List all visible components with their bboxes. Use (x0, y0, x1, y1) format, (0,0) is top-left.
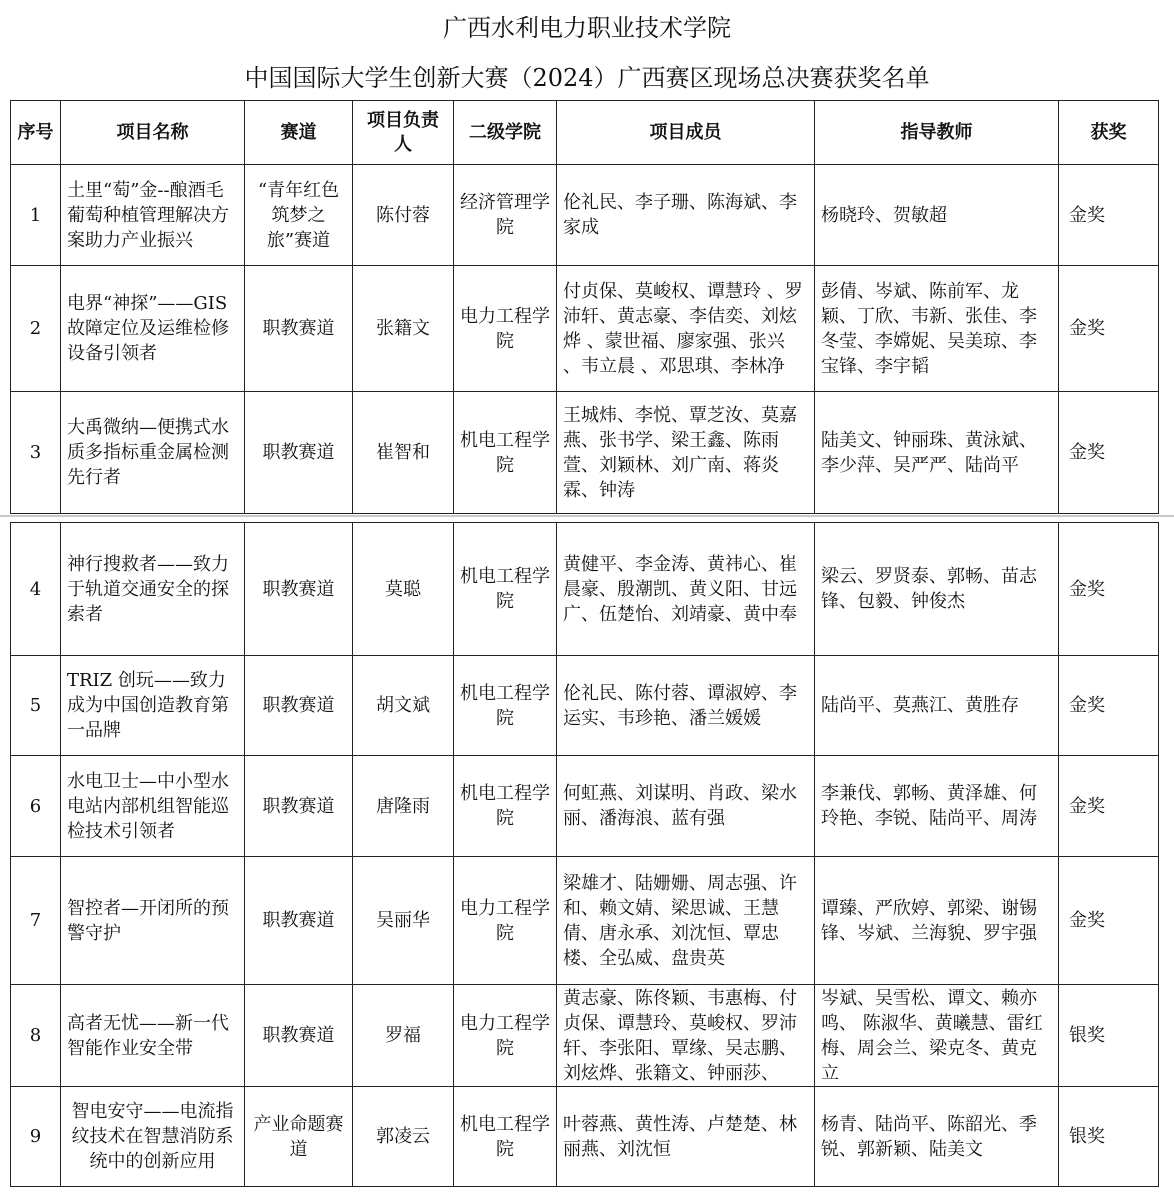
row-no: 1 (11, 165, 61, 266)
members: 叶蓉燕、黄性涛、卢楚楚、林丽燕、刘沈恒 (557, 1087, 815, 1187)
table-row (11, 1087, 1159, 1187)
members: 黄志豪、陈佟颖、韦惠梅、付贞保、谭慧玲、莫峻权、罗沛轩、李张阳、覃缘、吴志鹏、刘炫烨、张籍文、钟丽莎、 (557, 985, 815, 1087)
project-name: 土里“萄”金--酿酒毛葡萄种植管理解决方案助力产业振兴 (61, 165, 245, 266)
members: 梁雄才、陆姗姗、周志强、许和、赖文婧、梁思诚、王慧倩、唐永承、刘沈恒、覃忠楼、全弘威、盘贵英 (557, 857, 815, 985)
project-name: TRIZ 创玩——致力成为中国创造教育第一品牌 (61, 656, 245, 756)
track: 职教赛道 (245, 266, 353, 392)
col-header-teachers: 指导教师 (815, 101, 1059, 165)
document-title: 中国国际大学生创新大赛（2024）广西赛区现场总决赛获奖名单 (244, 64, 930, 92)
table-row (11, 523, 1159, 656)
award: 金奖 (1059, 857, 1159, 985)
college: 机电工程学院 (454, 1087, 557, 1187)
project-name: 大禹微纳—便携式水质多指标重金属检测先行者 (61, 392, 245, 514)
col-header-award: 获奖 (1059, 101, 1159, 165)
members: 黄健平、李金涛、黄祎心、崔晨豪、殷潮凯、黄义阳、甘远广、伍楚怡、刘靖豪、黄中奉 (557, 523, 815, 656)
college: 电力工程学院 (454, 857, 557, 985)
award: 金奖 (1059, 756, 1159, 857)
track: 产业命题赛道 (245, 1087, 353, 1187)
table-row (11, 656, 1159, 756)
teachers: 李兼伐、郭畅、黄泽雄、何玲艳、李锐、陆尚平、周涛 (815, 756, 1059, 857)
table-row (11, 165, 1159, 266)
table-row (11, 756, 1159, 857)
award: 金奖 (1059, 656, 1159, 756)
members: 王城炜、李悦、覃芝汝、莫嘉燕、张书学、梁王鑫、陈雨萱、刘颖林、刘广南、蒋炎霖、钟涛 (557, 392, 815, 514)
leader: 崔智和 (353, 392, 454, 514)
project-name: 智电安守——电流指纹技术在智慧消防系统中的创新应用 (61, 1087, 245, 1187)
award-table-continued (10, 522, 1159, 1187)
track: 职教赛道 (245, 656, 353, 756)
leader: 胡文斌 (353, 656, 454, 756)
row-no: 8 (11, 985, 61, 1087)
track: 职教赛道 (245, 756, 353, 857)
leader: 张籍文 (353, 266, 454, 392)
track: 职教赛道 (245, 985, 353, 1087)
award: 金奖 (1059, 392, 1159, 514)
page-break-divider (0, 515, 1174, 517)
col-header-college: 二级学院 (454, 101, 557, 165)
track: 职教赛道 (245, 523, 353, 656)
college: 电力工程学院 (454, 985, 557, 1087)
row-no: 7 (11, 857, 61, 985)
row-no: 4 (11, 523, 61, 656)
table-row (11, 392, 1159, 514)
row-no: 2 (11, 266, 61, 392)
members: 伦礼民、李子珊、陈海斌、李家成 (557, 165, 815, 266)
col-header-leader: 项目负责人 (353, 101, 454, 165)
table-row (11, 985, 1159, 1087)
award: 金奖 (1059, 266, 1159, 392)
project-name: 神行搜救者——致力于轨道交通安全的探索者 (61, 523, 245, 656)
row-no: 3 (11, 392, 61, 514)
table-row (11, 857, 1159, 985)
teachers: 陆尚平、莫燕江、黄胜存 (815, 656, 1059, 756)
col-header-no: 序号 (11, 101, 61, 165)
college: 机电工程学院 (454, 392, 557, 514)
college: 经济管理学院 (454, 165, 557, 266)
college: 电力工程学院 (454, 266, 557, 392)
teachers: 陆美文、钟丽珠、黄泳斌、李少萍、吴严严、陆尚平 (815, 392, 1059, 514)
college: 机电工程学院 (454, 756, 557, 857)
table-row (11, 266, 1159, 392)
row-no: 9 (11, 1087, 61, 1187)
col-header-name: 项目名称 (61, 101, 245, 165)
table-header-row (11, 101, 1159, 165)
row-no: 6 (11, 756, 61, 857)
members: 付贞保、莫峻权、谭慧玲 、罗沛轩、黄志豪、李佶奕、刘炫烨 、蒙世福、廖家强、张兴 、韦立晨 、邓思琪、李林净 (557, 266, 815, 392)
teachers: 彭倩、岑斌、陈前军、龙颖、丁欣、韦新、张佳、李冬莹、李嫦妮、吴美琼、李宝锋、李宇韬 (815, 266, 1059, 392)
award: 金奖 (1059, 165, 1159, 266)
teachers: 谭臻、严欣婷、郭梁、谢锡锋、岑斌、兰海貌、罗宇强 (815, 857, 1059, 985)
project-name: 智控者—开闭所的预警守护 (61, 857, 245, 985)
leader: 郭凌云 (353, 1087, 454, 1187)
leader: 唐隆雨 (353, 756, 454, 857)
project-name: 水电卫士—中小型水电站内部机组智能巡检技术引领者 (61, 756, 245, 857)
leader: 陈付蓉 (353, 165, 454, 266)
track: 职教赛道 (245, 392, 353, 514)
teachers: 杨晓玲、贺敏超 (815, 165, 1059, 266)
award: 银奖 (1059, 985, 1159, 1087)
college: 机电工程学院 (454, 523, 557, 656)
college: 机电工程学院 (454, 656, 557, 756)
project-name: 高者无忧——新一代智能作业安全带 (61, 985, 245, 1087)
teachers: 杨青、陆尚平、陈韶光、季锐、郭新颖、陆美文 (815, 1087, 1059, 1187)
col-header-members: 项目成员 (557, 101, 815, 165)
project-name: 电界“神探”——GIS故障定位及运维检修设备引领者 (61, 266, 245, 392)
award: 金奖 (1059, 523, 1159, 656)
award: 银奖 (1059, 1087, 1159, 1187)
award-table (10, 100, 1159, 514)
row-no: 5 (11, 656, 61, 756)
teachers: 梁云、罗贤泰、郭畅、苗志锋、包毅、钟俊杰 (815, 523, 1059, 656)
leader: 吴丽华 (353, 857, 454, 985)
track: “青年红色筑梦之旅”赛道 (245, 165, 353, 266)
track: 职教赛道 (245, 857, 353, 985)
teachers: 岑斌、吴雪松、谭文、赖亦鸣、 陈淑华、黄曦慧、雷红梅、周会兰、梁克冬、黄克立 (815, 985, 1059, 1087)
school-name: 广西水利电力职业技术学院 (443, 14, 731, 42)
members: 伦礼民、陈付蓉、谭淑婷、李运实、韦珍艳、潘兰媛媛 (557, 656, 815, 756)
col-header-track: 赛道 (245, 101, 353, 165)
leader: 罗福 (353, 985, 454, 1087)
members: 何虹燕、刘谋明、肖政、梁水丽、潘海浪、蓝有强 (557, 756, 815, 857)
leader: 莫聪 (353, 523, 454, 656)
